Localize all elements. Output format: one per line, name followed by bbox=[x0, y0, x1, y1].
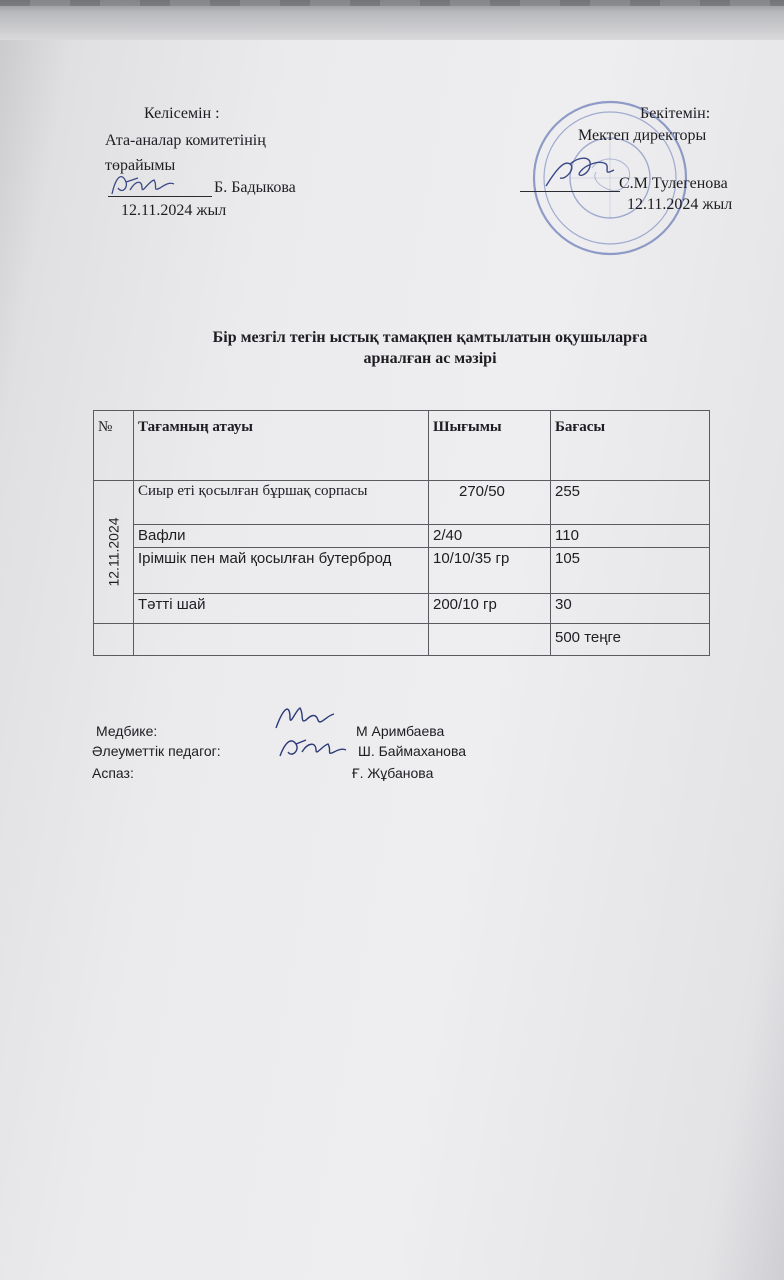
staff-name-cook: Ғ. Жұбанова bbox=[352, 765, 434, 781]
menu-table bbox=[93, 410, 710, 656]
document-title-line1: Бір мезгіл тегін ыстық тамақпен қамтылатын оқушыларға bbox=[212, 329, 648, 346]
total-empty-cell bbox=[134, 624, 429, 656]
approval-left-signer: Б. Бадыкова bbox=[214, 179, 296, 196]
dish-price: 105 bbox=[551, 548, 710, 594]
table-row bbox=[94, 481, 710, 525]
dish-name: Ірімшік пен май қосылған бутерброд bbox=[134, 548, 429, 594]
total-empty-cell bbox=[94, 624, 134, 656]
dish-price: 255 bbox=[551, 481, 710, 525]
dish-yield: 200/10 гр bbox=[429, 594, 551, 624]
approval-right-signer: С.М Тулегенова bbox=[619, 175, 728, 192]
header-dish-name: Тағамның атауы bbox=[134, 411, 429, 481]
dish-yield: 270/50 bbox=[429, 481, 551, 525]
dish-price: 110 bbox=[551, 525, 710, 548]
menu-date: 12.11.2024 bbox=[105, 517, 121, 587]
staff-role-nurse: Медбике: bbox=[96, 723, 158, 739]
approval-right-signature bbox=[540, 150, 620, 194]
table-row bbox=[94, 548, 710, 594]
staff-signatures bbox=[270, 700, 350, 764]
document-title-line2: арналған ас мәзірі bbox=[363, 350, 497, 367]
approval-right-date: 12.11.2024 жыл bbox=[627, 196, 733, 213]
staff-name-social-pedagogue: Ш. Баймаханова bbox=[358, 743, 467, 759]
photo-top-edge bbox=[0, 0, 784, 40]
staff-role-social-pedagogue: Әлеуметтік педагог: bbox=[92, 743, 221, 759]
table-row bbox=[94, 525, 710, 548]
table-header-row bbox=[94, 411, 710, 481]
approval-right-line1: Мектеп директоры bbox=[578, 127, 707, 144]
dish-name: Вафли bbox=[134, 525, 429, 548]
staff-role-cook: Аспаз: bbox=[92, 765, 134, 781]
dish-yield: 2/40 bbox=[429, 525, 551, 548]
date-cell bbox=[94, 481, 134, 624]
total-empty-cell bbox=[429, 624, 551, 656]
approval-left-signature bbox=[108, 168, 178, 202]
header-yield: Шығымы bbox=[429, 411, 551, 481]
table-row bbox=[94, 594, 710, 624]
approval-left-heading: Келісемін : bbox=[144, 105, 220, 122]
dish-name: Тәтті шай bbox=[134, 594, 429, 624]
dish-yield: 10/10/35 гр bbox=[429, 548, 551, 594]
staff-name-nurse: М Аримбаева bbox=[356, 723, 445, 739]
header-price: Бағасы bbox=[551, 411, 710, 481]
approval-left-line2: төрайымы bbox=[105, 157, 176, 174]
approval-left-line1: Ата-аналар комитетінің bbox=[105, 132, 266, 149]
total-price: 500 теңге bbox=[551, 624, 710, 656]
dish-name: Сиыр еті қосылған бұршақ сорпасы bbox=[134, 481, 429, 525]
table-total-row bbox=[94, 624, 710, 656]
approval-right-heading: Бекітемін: bbox=[640, 105, 711, 122]
header-number: № bbox=[94, 411, 134, 481]
approval-left-date: 12.11.2024 жыл bbox=[121, 202, 227, 219]
dish-price: 30 bbox=[551, 594, 710, 624]
